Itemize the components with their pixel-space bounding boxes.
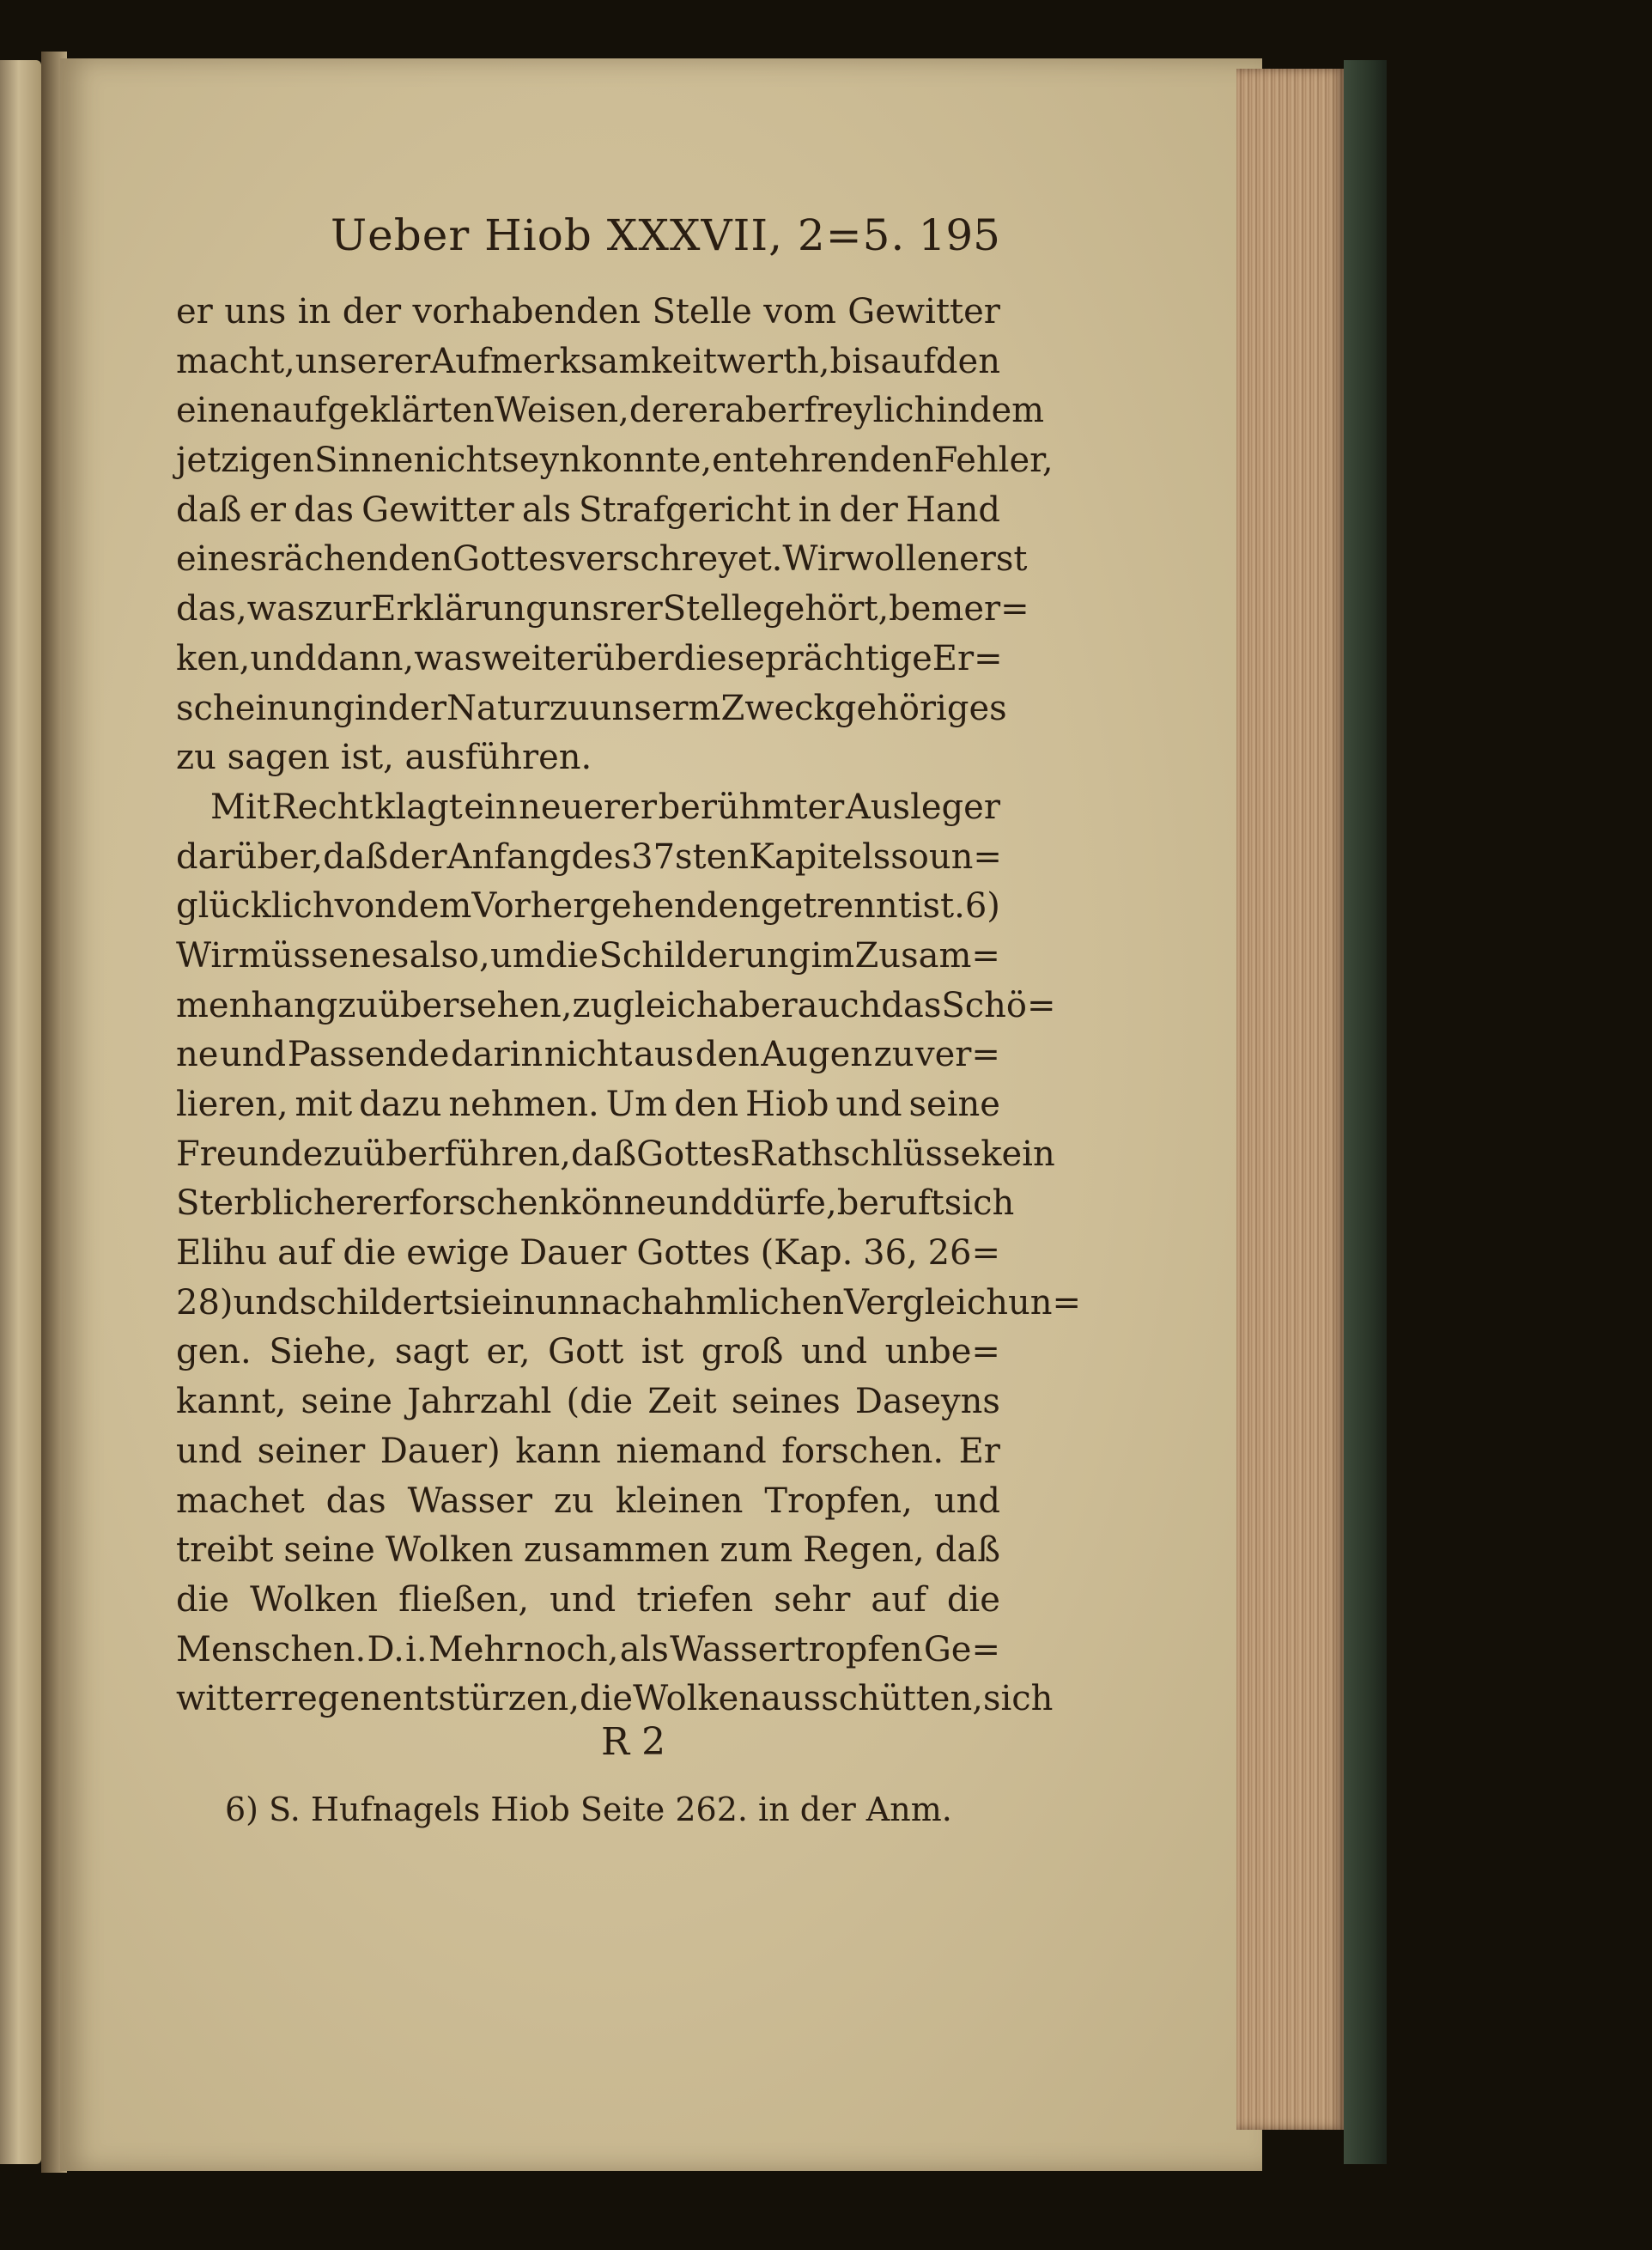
text-word: Stelle [652,292,752,331]
text-word: D. [367,1629,404,1669]
text-word: uns [224,292,287,331]
text-word: die [176,1579,230,1620]
text-word: aufgeklärten [271,391,495,431]
text-word: und [176,1431,243,1471]
text-word: eines [176,539,268,580]
text-word: seines [731,1382,841,1422]
text-word: und [550,1579,616,1620]
text-word: aber [718,985,798,1025]
text-word: Wolken [385,1530,513,1571]
text-word: un= [928,836,1002,877]
text-word: Mehr [428,1629,523,1669]
text-line [176,684,1007,734]
text-line [176,1377,1000,1427]
text-word: Ausleger [845,787,1000,827]
text-word: dürfe, [732,1183,837,1224]
text-word: beruft [836,1183,944,1224]
text-word: ausführen. [404,738,592,778]
text-word: der [388,836,447,877]
text-word: auf [880,341,936,381]
text-word: den [695,1035,760,1075]
text-word: das [325,1481,386,1521]
text-word: Wassertropfen [670,1629,923,1669]
text-word: und [800,1332,868,1372]
text-line [176,436,1054,486]
text-word: auf [277,1233,333,1274]
text-word: Vergleichun= [844,1282,1082,1323]
text-word: ne [176,1035,219,1075]
text-word: machet [176,1481,305,1521]
text-word: neuerer [519,787,657,827]
text-word: Freunde [176,1134,324,1174]
text-word: ist, [340,738,394,778]
text-line [176,1675,1054,1724]
text-word: weiter [481,638,593,678]
text-word: und [933,1481,1000,1521]
text-word: Tropfen, [764,1481,913,1521]
text-word: seiner [257,1431,366,1471]
running-head [176,210,1000,279]
text-word: daß [934,1530,1000,1571]
text-word: nicht [544,1035,633,1075]
text-line [176,1229,1000,1279]
text-word: zu [176,738,216,778]
text-word: forschen. [781,1431,944,1471]
text-line [176,1080,1000,1130]
text-line [176,1031,1000,1080]
text-word: so [890,836,929,877]
text-word: zum [720,1530,793,1571]
text-word: Dauer) [380,1431,501,1471]
text-word: unbe= [884,1332,1000,1372]
text-word: 36, [863,1233,918,1274]
text-word: er [688,391,726,431]
text-word: Schilderung [598,935,811,976]
text-word: ist. [911,886,965,927]
text-word: in [355,688,388,728]
text-word: und [220,1035,287,1075]
text-word: gen. [176,1332,252,1372]
text-line [176,932,1000,982]
text-word: seyn [501,441,581,481]
text-word: Um [605,1085,668,1124]
text-word: Weisen, [494,391,629,431]
text-word: von [334,886,398,927]
text-word: seine [301,1382,392,1422]
text-word: zu [553,1481,594,1521]
text-line [176,982,1056,1031]
text-word: Gewitter [361,490,514,530]
text-word: glücklich [176,886,335,927]
text-word: noch, [523,1629,619,1669]
text-word: niemand [616,1431,767,1471]
text-word: die [343,1233,397,1274]
text-word: unserer [295,341,431,381]
text-word: macht, [176,341,295,381]
text-word: daß [176,490,242,530]
text-word: Recht [271,787,374,827]
text-word: Natur [446,688,550,728]
text-word: (die [566,1382,634,1422]
running-head-title: Ueber Hiob XXXVII, 2=5. [331,210,906,260]
text-word: Mit [210,787,270,827]
text-word: klagt [374,787,463,827]
text-word: 28) [176,1282,234,1323]
book-cover-edge [1344,60,1387,2164]
text-line [176,1130,1055,1180]
text-word: Siehe, [269,1332,378,1372]
signature-mark: R 2 [601,1720,666,1764]
text-word: freylich [804,391,937,431]
text-word: sehr [774,1579,851,1620]
text-word: er [176,292,213,331]
text-word: ausschütten, [761,1679,983,1719]
text-word: zugleich [572,985,719,1025]
text-line [176,635,1003,684]
text-word: ken, [176,638,251,678]
text-line [176,288,1000,338]
text-word: was [414,638,482,678]
text-word: erst [959,539,1028,580]
text-word: Erklärung [371,589,548,629]
text-word: auch [797,985,882,1025]
text-word: in [501,1282,535,1323]
text-word: Rathschlüsse [750,1134,981,1174]
text-word: kleinen [615,1481,744,1521]
text-word: und [233,1282,300,1323]
text-word: (Kap. [760,1233,853,1274]
text-word: kannt, [176,1382,287,1422]
text-word: sie [452,1282,502,1323]
page-number: 195 [918,210,1000,260]
text-word: Stelle [662,589,763,629]
text-word: prächtige [764,638,932,678]
text-word: überführen, [363,1134,571,1174]
text-word: sagt [394,1332,469,1372]
text-word: Gewitter [847,292,1000,331]
text-word: Hiob [745,1085,829,1124]
text-word: daß [570,1134,637,1174]
text-word: groß [701,1332,784,1372]
text-word: entehrenden [712,441,934,481]
text-word: Menschen. [176,1629,367,1669]
text-word: Gottes [636,1134,750,1174]
page-stack-edges [1236,69,1344,2130]
text-word: schildert [299,1282,453,1323]
text-word: Wir [782,539,845,580]
text-word: über [592,638,674,678]
text-word: berühmter [658,787,845,827]
text-word: 37sten [631,836,750,877]
text-word: in [297,292,331,331]
text-word: getrennt [760,886,912,927]
text-word: Augen [761,1035,873,1075]
text-word: das [294,490,355,530]
text-word: verschreyet. [566,539,783,580]
text-word: er, [486,1332,531,1372]
text-word: der [629,391,689,431]
text-word: um [490,935,545,976]
text-line [176,733,1000,783]
facing-page-edge [0,60,41,2164]
text-word: der [839,490,898,530]
text-word: Kapitels [749,836,891,877]
text-word: vorhabenden [412,292,641,331]
text-word: als [619,1629,669,1669]
text-word: also, [409,935,490,976]
text-word: zu [549,688,590,728]
text-word: Strafgericht [579,490,791,530]
text-word: seine [908,1085,1000,1124]
text-word: dazu [359,1085,442,1124]
text-word: ist [641,1332,684,1372]
text-word: rächenden [267,539,453,580]
text-word: lieren, [176,1085,288,1124]
text-word: zur [314,589,372,629]
text-word: und [665,1183,733,1224]
text-word: Zusam= [854,935,1000,976]
text-word: kein [981,1134,1055,1174]
text-word: in [798,490,832,530]
text-line [176,1526,1000,1576]
text-word: was [246,589,315,629]
text-word: auf [871,1579,926,1620]
text-word: dann, [316,638,415,678]
text-line [176,1427,1000,1477]
text-line [176,585,1029,635]
text-word: kann [515,1431,601,1471]
text-word: unnachahmlichen [534,1282,844,1323]
text-word: Er= [932,638,1003,678]
text-word: konnte, [580,441,713,481]
text-word: zusammen [523,1530,710,1571]
text-word: mit [295,1085,353,1124]
text-word: das, [176,589,247,629]
text-word: ein [464,787,518,827]
text-word: Vorhergehenden [471,886,761,927]
text-word: die [580,1679,634,1719]
text-line [176,338,1000,387]
text-word: triefen [636,1579,754,1620]
text-word: treibt [176,1530,274,1571]
text-word: Fehler, [933,441,1054,481]
text-line [176,1477,1000,1527]
text-word: darüber, [176,836,324,877]
text-word: unsrer [547,589,663,629]
text-word: ewige [406,1233,510,1274]
text-word: Zweck [720,688,835,728]
text-word: dem [397,886,472,927]
text-word: könne [560,1183,666,1224]
text-line [176,783,1000,833]
text-word: Wir [176,935,239,976]
text-word: zu [337,985,379,1025]
text-word: Gott [548,1332,624,1372]
text-word: Daseyns [854,1382,1000,1422]
text-word: Hand [905,490,1000,530]
text-word: einen [176,391,272,431]
text-word: 26= [927,1233,1000,1274]
text-word: die [545,935,599,976]
text-word: fließen, [398,1579,530,1620]
text-word: bis [829,341,881,381]
text-word: zu [873,1035,914,1075]
text-word: Zeit [647,1382,717,1422]
text-word: im [811,935,855,976]
text-word: menhang [176,985,338,1025]
text-word: Wolken [250,1579,379,1620]
text-word: wollen [844,539,960,580]
text-word: es [371,935,410,976]
text-word: bemer= [889,589,1029,629]
text-word: ver= [915,1035,1000,1075]
text-word: nehmen. [448,1085,599,1124]
text-word: übersehen, [378,985,573,1025]
text-word: 6) [964,886,1000,927]
text-word: Sterblicher [176,1183,373,1224]
text-line [176,486,1000,536]
text-word: dem [969,391,1045,431]
body-text [176,288,1082,1724]
text-word: Elihu [176,1233,268,1274]
text-word: sagen [227,738,330,778]
text-word: Gottes [636,1233,750,1274]
text-word: in [936,391,969,431]
text-line [176,1279,1082,1329]
text-word: Regen, [803,1530,925,1571]
text-word: Schö= [941,985,1056,1025]
text-word: zu [323,1134,364,1174]
text-word: Passende [287,1035,450,1075]
text-word: unserm [589,688,721,728]
text-word: aber [725,391,805,431]
text-word: er [249,490,287,530]
text-word: daß [323,836,389,877]
text-word: der [387,688,447,728]
text-word: werth, [716,341,830,381]
text-word: den [935,341,1000,381]
text-line [176,1328,1000,1377]
text-word: erforschen [372,1183,561,1224]
text-word: diese [673,638,765,678]
footnote: 6) S. Hufnagels Hiob Seite 262. in der Anm. [225,1791,952,1828]
text-line [176,1626,1000,1675]
text-word: aus [634,1035,695,1075]
text-word: den [674,1085,739,1124]
text-word: das [881,985,942,1025]
text-word: Wasser [407,1481,532,1521]
text-word: jetzigen [176,441,315,481]
text-line [176,386,1045,436]
text-word: Er [958,1431,1000,1471]
text-line [176,1576,1000,1626]
text-word: Dauer [519,1233,627,1274]
text-word: i. [405,1629,428,1669]
text-word: des [571,836,632,877]
text-word: und [250,638,317,678]
text-word: entstürzen, [381,1679,580,1719]
text-word: Anfang [446,836,572,877]
text-word: Wolken [633,1679,762,1719]
text-word: darin [451,1035,544,1075]
text-word: Sinne [314,441,414,481]
text-word: müssen [238,935,371,976]
text-line [176,833,1000,883]
text-word: scheinung [176,688,355,728]
text-word: Jahrzahl [407,1382,552,1422]
text-word: die [946,1579,1000,1620]
text-word: sich [944,1183,1015,1224]
text-word: vom [763,292,836,331]
text-word: Gottes [452,539,567,580]
text-line [176,882,1000,932]
text-word: Ge= [923,1629,1000,1669]
text-word: witterregen [176,1679,382,1719]
text-word: gehöriges [834,688,1007,728]
text-word: und [835,1085,902,1124]
text-word: der [342,292,402,331]
text-word: als [521,490,571,530]
text-word: seine [283,1530,375,1571]
text-word: gehört, [762,589,890,629]
text-word: Aufmerksamkeit [430,341,717,381]
text-line [176,535,1028,585]
text-word: nicht [413,441,502,481]
text-line [176,1179,1015,1229]
text-word: sich [982,1679,1054,1719]
